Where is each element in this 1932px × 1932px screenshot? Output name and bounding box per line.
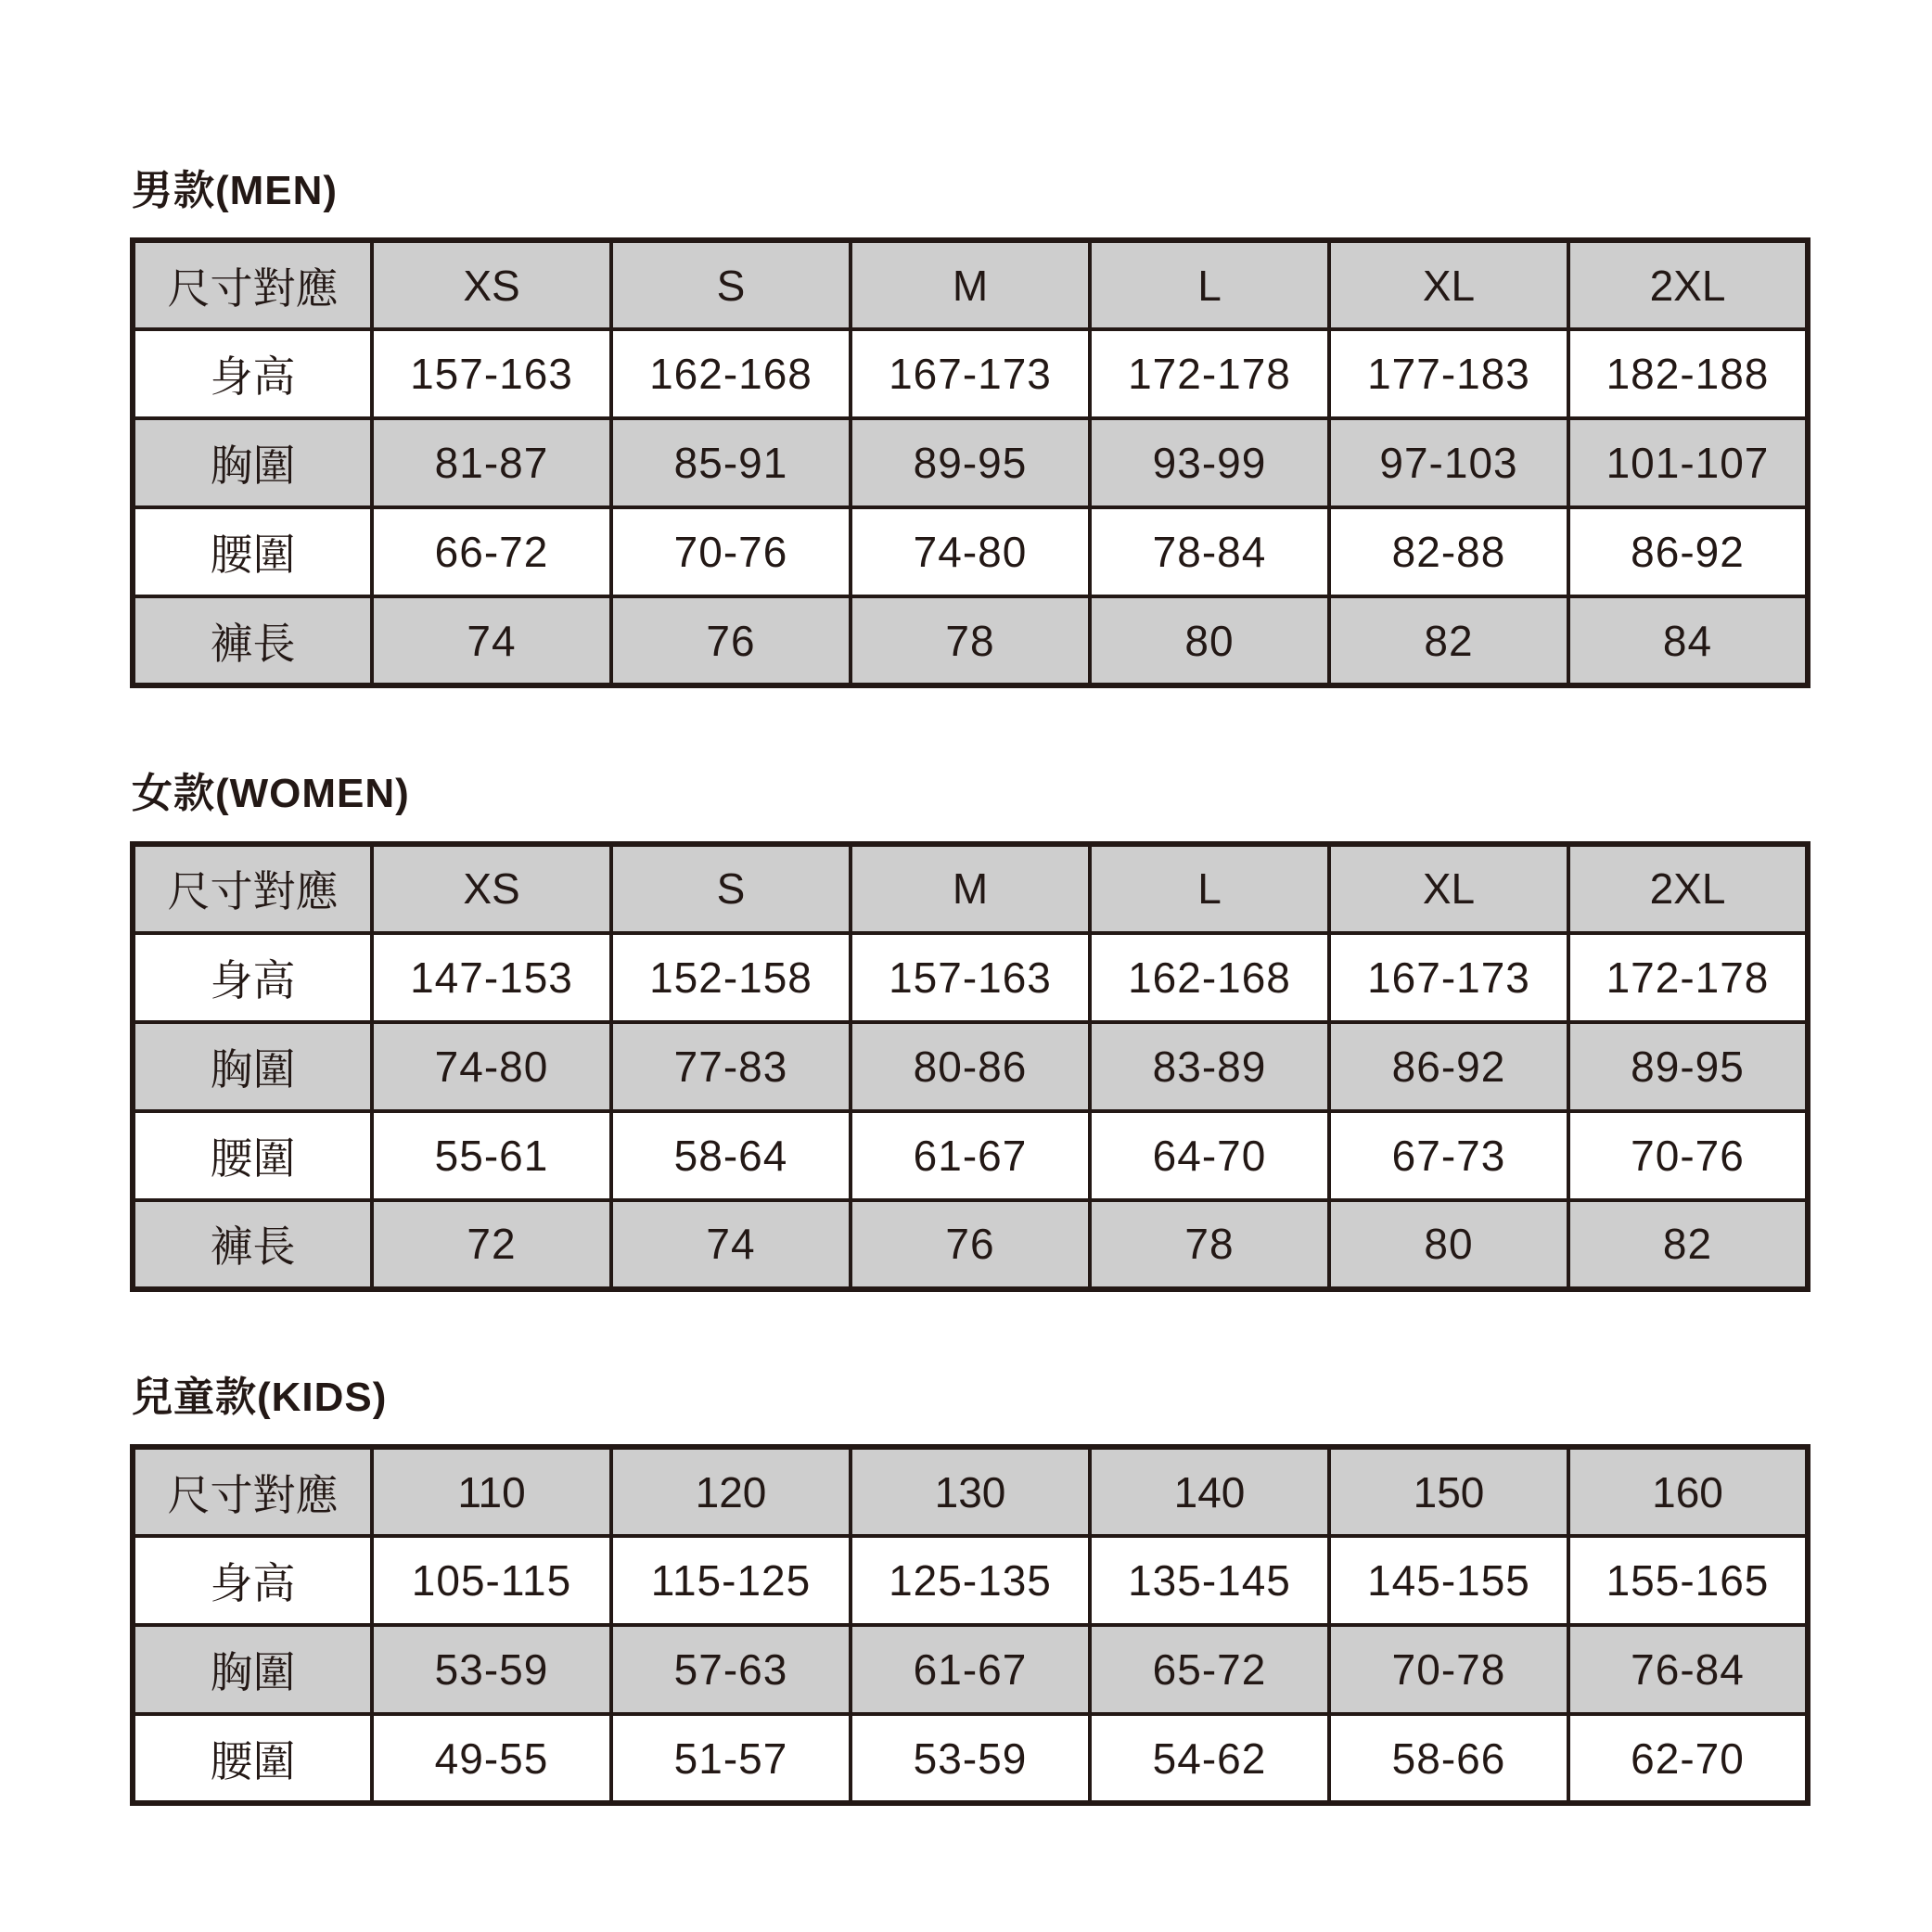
measurement-row [133, 1022, 1808, 1111]
men-size-table [130, 237, 1810, 688]
measurement-value-cell: 74 [372, 596, 611, 685]
measurement-value-cell: 85-91 [611, 418, 851, 507]
measurement-value-cell: 65-72 [1090, 1625, 1329, 1714]
measurement-value-cell: 86-92 [1568, 507, 1808, 596]
row-label-cell: 腰圍 [133, 1111, 372, 1200]
measurement-value-cell: 162-168 [1090, 933, 1329, 1022]
measurement-value-cell: 70-76 [1568, 1111, 1808, 1200]
measurement-value-cell: 58-64 [611, 1111, 851, 1200]
size-header-cell: 2XL [1568, 240, 1808, 329]
size-header-cell: 160 [1568, 1447, 1808, 1536]
measurement-value-cell: 157-163 [851, 933, 1090, 1022]
size-header-row [133, 1447, 1808, 1536]
measurement-value-cell: 76 [851, 1200, 1090, 1289]
measurement-value-cell: 78-84 [1090, 507, 1329, 596]
measurement-value-cell: 82-88 [1329, 507, 1568, 596]
measurement-value-cell: 105-115 [372, 1536, 611, 1625]
size-header-cell: 150 [1329, 1447, 1568, 1536]
size-header-cell: 130 [851, 1447, 1090, 1536]
size-header-cell: S [611, 240, 851, 329]
measurement-row [133, 507, 1808, 596]
men-table-title: 男款(MEN) [132, 168, 339, 213]
size-header-row [133, 844, 1808, 933]
size-header-corner-cell: 尺寸對應 [133, 844, 372, 933]
size-header-cell: L [1090, 844, 1329, 933]
row-label-cell: 身高 [133, 933, 372, 1022]
size-header-cell: 110 [372, 1447, 611, 1536]
measurement-value-cell: 76-84 [1568, 1625, 1808, 1714]
measurement-value-cell: 61-67 [851, 1625, 1090, 1714]
measurement-row [133, 418, 1808, 507]
measurement-value-cell: 49-55 [372, 1714, 611, 1803]
measurement-value-cell: 162-168 [611, 329, 851, 418]
measurement-value-cell: 157-163 [372, 329, 611, 418]
measurement-value-cell: 147-153 [372, 933, 611, 1022]
men-size-section [130, 169, 1932, 688]
kids-size-table [130, 1444, 1810, 1806]
row-label-cell: 褲長 [133, 1200, 372, 1289]
measurement-value-cell: 76 [611, 596, 851, 685]
measurement-value-cell: 64-70 [1090, 1111, 1329, 1200]
measurement-value-cell: 78 [1090, 1200, 1329, 1289]
measurement-value-cell: 80-86 [851, 1022, 1090, 1111]
measurement-value-cell: 89-95 [851, 418, 1090, 507]
size-header-cell: XL [1329, 844, 1568, 933]
row-label-cell: 胸圍 [133, 1022, 372, 1111]
size-header-cell: 2XL [1568, 844, 1808, 933]
measurement-row [133, 329, 1808, 418]
measurement-value-cell: 70-76 [611, 507, 851, 596]
size-chart-page [130, 169, 1932, 1806]
measurement-row [133, 1200, 1808, 1289]
row-label-cell: 胸圍 [133, 1625, 372, 1714]
row-label-cell: 胸圍 [133, 418, 372, 507]
measurement-value-cell: 172-178 [1568, 933, 1808, 1022]
measurement-value-cell: 80 [1090, 596, 1329, 685]
measurement-value-cell: 125-135 [851, 1536, 1090, 1625]
row-label-cell: 腰圍 [133, 1714, 372, 1803]
measurement-value-cell: 152-158 [611, 933, 851, 1022]
size-header-cell: M [851, 240, 1090, 329]
measurement-value-cell: 97-103 [1329, 418, 1568, 507]
measurement-value-cell: 86-92 [1329, 1022, 1568, 1111]
size-header-cell: M [851, 844, 1090, 933]
measurement-value-cell: 172-178 [1090, 329, 1329, 418]
measurement-value-cell: 74 [611, 1200, 851, 1289]
measurement-row [133, 1111, 1808, 1200]
measurement-value-cell: 54-62 [1090, 1714, 1329, 1803]
measurement-value-cell: 74-80 [851, 507, 1090, 596]
measurement-value-cell: 182-188 [1568, 329, 1808, 418]
measurement-value-cell: 155-165 [1568, 1536, 1808, 1625]
measurement-value-cell: 67-73 [1329, 1111, 1568, 1200]
measurement-value-cell: 80 [1329, 1200, 1568, 1289]
women-table-title: 女款(WOMEN) [132, 771, 410, 817]
measurement-value-cell: 66-72 [372, 507, 611, 596]
row-label-cell: 身高 [133, 329, 372, 418]
measurement-value-cell: 77-83 [611, 1022, 851, 1111]
measurement-value-cell: 167-173 [851, 329, 1090, 418]
measurement-value-cell: 93-99 [1090, 418, 1329, 507]
measurement-value-cell: 61-67 [851, 1111, 1090, 1200]
measurement-value-cell: 167-173 [1329, 933, 1568, 1022]
size-header-row [133, 240, 1808, 329]
size-header-cell: 140 [1090, 1447, 1329, 1536]
measurement-value-cell: 70-78 [1329, 1625, 1568, 1714]
measurement-value-cell: 58-66 [1329, 1714, 1568, 1803]
measurement-value-cell: 57-63 [611, 1625, 851, 1714]
measurement-value-cell: 135-145 [1090, 1536, 1329, 1625]
measurement-row [133, 1536, 1808, 1625]
measurement-row [133, 933, 1808, 1022]
measurement-value-cell: 84 [1568, 596, 1808, 685]
measurement-value-cell: 89-95 [1568, 1022, 1808, 1111]
size-header-corner-cell: 尺寸對應 [133, 240, 372, 329]
measurement-value-cell: 82 [1329, 596, 1568, 685]
measurement-value-cell: 55-61 [372, 1111, 611, 1200]
measurement-value-cell: 82 [1568, 1200, 1808, 1289]
measurement-value-cell: 115-125 [611, 1536, 851, 1625]
measurement-value-cell: 74-80 [372, 1022, 611, 1111]
size-header-corner-cell: 尺寸對應 [133, 1447, 372, 1536]
kids-size-section [130, 1375, 1932, 1806]
measurement-value-cell: 81-87 [372, 418, 611, 507]
size-header-cell: XS [372, 844, 611, 933]
women-size-section [130, 772, 1932, 1291]
size-header-cell: L [1090, 240, 1329, 329]
measurement-value-cell: 177-183 [1329, 329, 1568, 418]
measurement-value-cell: 72 [372, 1200, 611, 1289]
measurement-row [133, 1714, 1808, 1803]
size-header-cell: XS [372, 240, 611, 329]
measurement-value-cell: 101-107 [1568, 418, 1808, 507]
measurement-value-cell: 53-59 [372, 1625, 611, 1714]
row-label-cell: 褲長 [133, 596, 372, 685]
measurement-row [133, 596, 1808, 685]
measurement-value-cell: 53-59 [851, 1714, 1090, 1803]
measurement-value-cell: 83-89 [1090, 1022, 1329, 1111]
measurement-value-cell: 51-57 [611, 1714, 851, 1803]
kids-table-title: 兒童款(KIDS) [132, 1374, 388, 1420]
size-header-cell: XL [1329, 240, 1568, 329]
row-label-cell: 腰圍 [133, 507, 372, 596]
row-label-cell: 身高 [133, 1536, 372, 1625]
measurement-value-cell: 62-70 [1568, 1714, 1808, 1803]
size-header-cell: 120 [611, 1447, 851, 1536]
measurement-value-cell: 78 [851, 596, 1090, 685]
size-header-cell: S [611, 844, 851, 933]
women-size-table [130, 841, 1810, 1292]
measurement-row [133, 1625, 1808, 1714]
measurement-value-cell: 145-155 [1329, 1536, 1568, 1625]
